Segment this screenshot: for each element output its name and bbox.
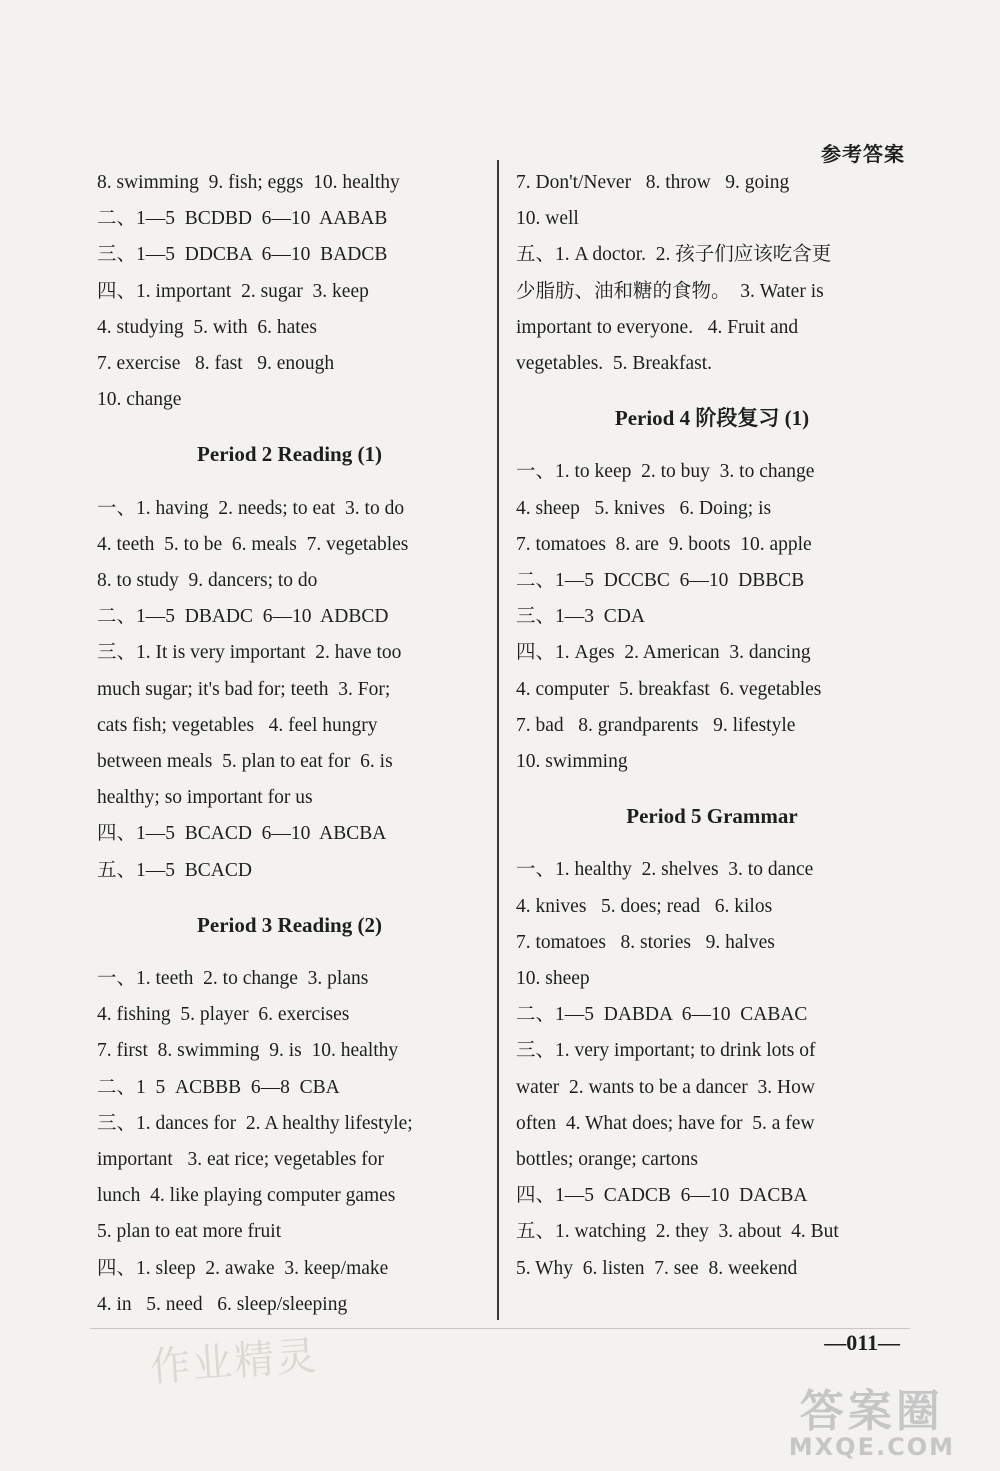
answer-line: 8. to study 9. dancers; to do bbox=[97, 570, 318, 592]
answer-line: healthy; so important for us bbox=[97, 787, 313, 809]
answer-line: 二、1—5 DBADC 6—10 ADBCD bbox=[97, 606, 389, 628]
section-heading-period-3: Period 3 Reading (2) bbox=[197, 912, 382, 937]
answer-line: 三、1. very important; to drink lots of bbox=[516, 1040, 816, 1062]
answer-line: 10. swimming bbox=[516, 751, 628, 773]
page-number: —011— bbox=[824, 1330, 900, 1355]
section-heading-period-2: Period 2 Reading (1) bbox=[197, 442, 382, 467]
answer-line: 4. in 5. need 6. sleep/sleeping bbox=[97, 1293, 348, 1315]
right-answer-column bbox=[516, 165, 908, 1287]
answer-line: 10. change bbox=[97, 389, 182, 411]
page-header-title: 参考答案 bbox=[821, 142, 905, 166]
answer-line: vegetables. 5. Breakfast. bbox=[516, 353, 713, 375]
answer-line: 7. tomatoes 8. are 9. boots 10. apple bbox=[516, 533, 812, 555]
answer-line: 7. tomatoes 8. stories 9. halves bbox=[516, 931, 775, 953]
answer-line: 一、1. teeth 2. to change 3. plans bbox=[97, 968, 369, 990]
footer-rule bbox=[90, 1328, 910, 1329]
answer-line: 4. teeth 5. to be 6. meals 7. vegetables bbox=[97, 533, 409, 555]
answer-line: cats fish; vegetables 4. feel hungry bbox=[97, 714, 378, 736]
answer-line: 4. fishing 5. player 6. exercises bbox=[97, 1004, 350, 1026]
answer-line: 四、1. important 2. sugar 3. keep bbox=[97, 280, 369, 302]
answer-line: 四、1—5 CADCB 6—10 DACBA bbox=[516, 1185, 808, 1207]
answer-line: 一、1. having 2. needs; to eat 3. to do bbox=[97, 497, 405, 519]
section-heading-period-5: Period 5 Grammar bbox=[626, 804, 798, 829]
answer-line: important 3. eat rice; vegetables for bbox=[97, 1149, 384, 1171]
watermark-url: MXQE.COM bbox=[788, 1433, 955, 1461]
answer-line: 一、1. healthy 2. shelves 3. to dance bbox=[516, 859, 814, 881]
answer-line: 二、1—5 DCCBC 6—10 DBBCB bbox=[516, 570, 805, 592]
answer-line: 三、1. dances for 2. A healthy lifestyle; bbox=[97, 1112, 413, 1134]
answer-line: 4. computer 5. breakfast 6. vegetables bbox=[516, 678, 822, 700]
answer-line: 二、1—5 BCDBD 6—10 AABAB bbox=[97, 208, 388, 230]
answer-line: bottles; orange; cartons bbox=[516, 1149, 698, 1171]
answer-line: water 2. wants to be a dancer 3. How bbox=[516, 1076, 815, 1098]
watermark-logo-text: 答案圈 bbox=[799, 1386, 944, 1437]
answer-line: 4. sheep 5. knives 6. Doing; is bbox=[516, 497, 772, 519]
answer-line: 7. bad 8. grandparents 9. lifestyle bbox=[516, 714, 796, 736]
answer-line: 四、1—5 BCACD 6—10 ABCBA bbox=[97, 823, 387, 845]
section-heading-period-4: Period 4 阶段复习 (1) bbox=[614, 406, 810, 431]
column-divider bbox=[497, 160, 499, 1320]
answer-line: 10. sheep bbox=[516, 968, 590, 990]
answer-line: 一、1. to keep 2. to buy 3. to change bbox=[516, 461, 815, 483]
site-watermark-logo bbox=[789, 1375, 955, 1461]
answer-line: 三、1—3 CDA bbox=[516, 606, 645, 628]
answer-line: 4. knives 5. does; read 6. kilos bbox=[516, 895, 773, 917]
answer-line: much sugar; it's bad for; teeth 3. For; bbox=[97, 678, 391, 700]
answer-line: 4. studying 5. with 6. hates bbox=[97, 316, 317, 338]
answer-line: 7. Don't/Never 8. throw 9. going bbox=[516, 172, 790, 193]
answer-line: 三、1—5 DDCBA 6—10 BADCB bbox=[97, 244, 388, 266]
answer-line: 5. plan to eat more fruit bbox=[97, 1221, 282, 1243]
answer-line: 少脂肪、油和糖的食物。 3. Water is bbox=[516, 280, 824, 302]
answer-line: lunch 4. like playing computer games bbox=[97, 1185, 396, 1207]
answer-line: 7. exercise 8. fast 9. enough bbox=[97, 353, 335, 375]
answer-line: 5. Why 6. listen 7. see 8. weekend bbox=[516, 1257, 798, 1279]
answer-line: often 4. What does; have for 5. a few bbox=[516, 1112, 815, 1134]
answer-line: 10. well bbox=[516, 208, 579, 230]
answer-line: 五、1. watching 2. they 3. about 4. But bbox=[516, 1221, 839, 1243]
answer-line: important to everyone. 4. Fruit and bbox=[516, 316, 799, 338]
answer-line: 8. swimming 9. fish; eggs 10. healthy bbox=[97, 172, 400, 193]
answer-line: 二、1—5 DABDA 6—10 CABAC bbox=[516, 1004, 808, 1026]
answer-line: 三、1. It is very important 2. have too bbox=[97, 642, 402, 664]
answer-line: 四、1. sleep 2. awake 3. keep/make bbox=[97, 1257, 389, 1279]
answer-line: 二、1 5 ACBBB 6—8 CBA bbox=[97, 1076, 340, 1098]
answer-line: 7. first 8. swimming 9. is 10. healthy bbox=[97, 1040, 399, 1062]
answer-line: 四、1. Ages 2. American 3. dancing bbox=[516, 642, 811, 664]
answer-line: 五、1—5 BCACD bbox=[97, 859, 252, 881]
faded-stamp-watermark: 作业精灵 bbox=[148, 1333, 320, 1391]
answer-line: 五、1. A doctor. 2. 孩子们应该吃含更 bbox=[516, 244, 832, 266]
left-answer-column bbox=[97, 165, 482, 1323]
answer-line: between meals 5. plan to eat for 6. is bbox=[97, 751, 393, 773]
